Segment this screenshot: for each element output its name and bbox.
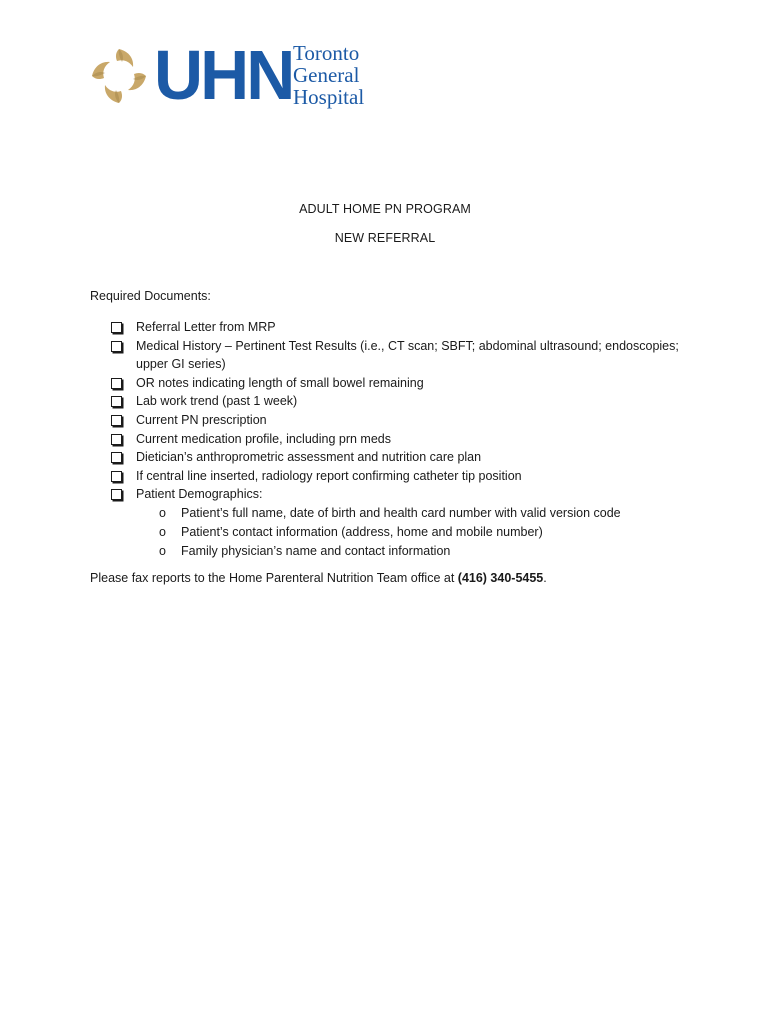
list-item bbox=[110, 392, 700, 411]
list-item-label: Lab work trend (past 1 week) bbox=[136, 394, 298, 409]
list-item-label: If central line inserted, radiology report confirming catheter tip position bbox=[136, 468, 522, 483]
uhn-emblem-icon bbox=[88, 45, 150, 107]
list-item-label: Current medication profile, including prn meds bbox=[136, 431, 391, 446]
checkbox-icon bbox=[111, 415, 122, 426]
list-item bbox=[110, 337, 700, 374]
hospital-name-line-2: General bbox=[293, 63, 360, 87]
list-item-label: Patient Demographics: bbox=[136, 487, 263, 502]
uhn-wordmark: UHN bbox=[154, 36, 293, 114]
list-item-label: Current PN prescription bbox=[136, 412, 267, 427]
referral-title: NEW REFERRAL bbox=[334, 231, 436, 245]
list-item bbox=[110, 467, 700, 486]
required-documents-label: Required Documents: bbox=[90, 289, 211, 303]
list-item bbox=[110, 411, 700, 430]
fax-instructions bbox=[90, 571, 547, 585]
list-item bbox=[110, 485, 700, 561]
sub-list-item-label: Patient’s contact information (address, home and mobile number) bbox=[181, 524, 543, 539]
list-item bbox=[110, 448, 700, 467]
sub-list-item-label: Patient’s full name, date of birth and health card number with valid version code bbox=[181, 505, 621, 520]
hospital-name bbox=[293, 42, 364, 108]
list-item-label: OR notes indicating length of small bowel remaining bbox=[136, 375, 424, 390]
list-item-label: Referral Letter from MRP bbox=[136, 320, 276, 334]
sub-list-item bbox=[136, 504, 700, 523]
bullet-icon: o bbox=[159, 505, 166, 520]
checkbox-icon bbox=[111, 378, 122, 389]
program-title: ADULT HOME PN PROGRAM bbox=[299, 202, 471, 216]
fax-instructions-end: . bbox=[543, 571, 547, 585]
fax-number: (416) 340-5455 bbox=[457, 571, 544, 585]
sub-list-item bbox=[136, 542, 700, 561]
hospital-name-line-1: Toronto bbox=[293, 41, 360, 65]
checkbox-icon bbox=[111, 471, 122, 482]
bullet-icon: o bbox=[159, 543, 166, 558]
list-item-label: Dietician’s anthroprometric assessment and nutrition care plan bbox=[136, 450, 482, 465]
list-item bbox=[110, 374, 700, 393]
list-item-label: Medical History – Pertinent Test Results (i.e., CT scan; SBFT; abdominal ultrasound; endoscopies; upper GI series) bbox=[136, 338, 679, 372]
list-item bbox=[110, 430, 700, 449]
checkbox-icon bbox=[111, 489, 122, 500]
checkbox-icon bbox=[111, 452, 122, 463]
checkbox-icon bbox=[111, 341, 122, 352]
fax-instructions-text: Please fax reports to the Home Parenteral Nutrition Team office at bbox=[90, 571, 458, 585]
checkbox-icon bbox=[111, 396, 122, 407]
patient-demographics-list bbox=[136, 504, 700, 561]
checkbox-icon bbox=[111, 434, 122, 445]
required-documents-list bbox=[110, 318, 700, 561]
list-item bbox=[110, 318, 700, 337]
uhn-logo bbox=[88, 36, 378, 116]
bullet-icon: o bbox=[159, 524, 166, 539]
sub-list-item bbox=[136, 523, 700, 542]
hospital-name-line-3: Hospital bbox=[293, 85, 365, 109]
sub-list-item-label: Family physician’s name and contact information bbox=[181, 543, 451, 558]
checkbox-icon bbox=[111, 322, 122, 333]
